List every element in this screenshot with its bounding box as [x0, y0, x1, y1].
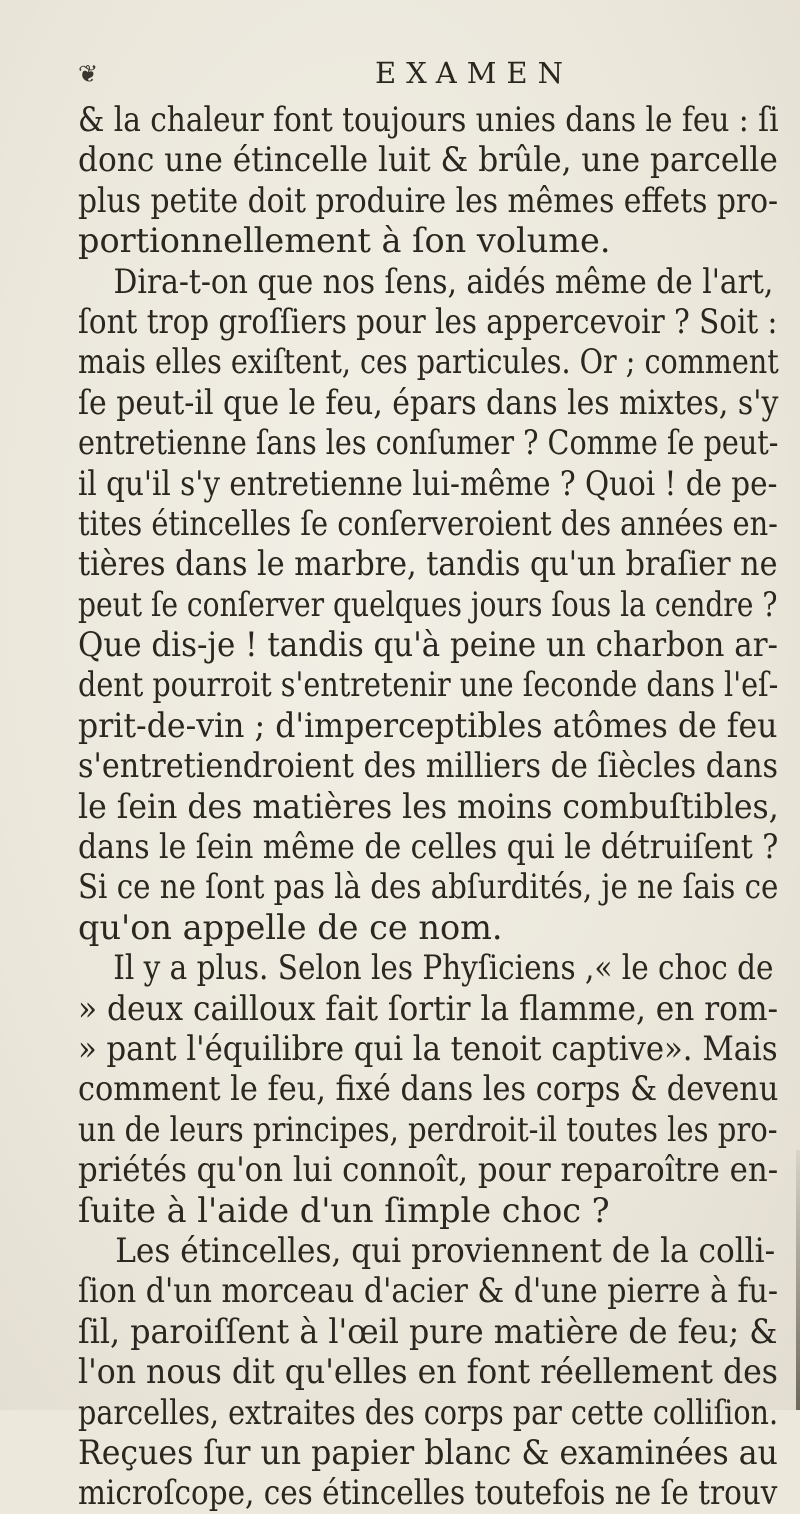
- text-line: l'on nous dit qu'elles en font réellement des: [78, 1352, 778, 1392]
- text-line: il qu'il s'y entretienne lui-même ? Quoi ! de pe-: [78, 463, 778, 503]
- page-header: [0, 52, 800, 96]
- text-line: peut ſe conſerver quelques jours ſous la cendre ?: [78, 584, 778, 624]
- text-line: ſuite à l'aide d'un ſimple choc ?: [78, 1190, 610, 1230]
- running-title: EXAMEN: [375, 56, 573, 90]
- text-line: Les étincelles, qui proviennent de la colli-: [115, 1230, 776, 1270]
- text-line: Dira-t-on que nos ſens, aidés même de l'art,: [113, 261, 774, 301]
- text-line: plus petite doit produire les mêmes effets pro-: [78, 180, 779, 220]
- body-text: [78, 100, 778, 1514]
- text-line: microſcope, ces étincelles toutefois ne ſe trouv: [78, 1473, 778, 1513]
- text-line: entretienne ſans les conſumer ? Comme ſe peut-: [78, 423, 779, 463]
- text-line: ſont trop groſſiers pour les appercevoir ? Soit :: [78, 301, 778, 341]
- text-line: priétés qu'on lui connoît, pour reparoître en-: [78, 1150, 779, 1190]
- text-line: portionnellement à ſon volume.: [78, 221, 611, 261]
- text-line: Il y a plus. Selon les Phyſiciens ,« le choc de: [113, 948, 774, 988]
- text-line: ſil, paroiſſent à l'œil pure matière de feu; &: [78, 1311, 778, 1351]
- text-line: qu'on appelle de ce nom.: [78, 907, 503, 947]
- printer-ornament: ❦: [78, 60, 99, 88]
- page-edge-shadow: [796, 1150, 800, 1410]
- text-line: un de leurs principes, perdroit-il toutes les pro-: [78, 1109, 778, 1149]
- text-line: Que dis-je ! tandis qu'à peine un charbon ar-: [78, 625, 778, 665]
- text-line: donc une étincelle luit & brûle, une parcelle: [78, 140, 778, 180]
- text-line: comment le feu, fixé dans les corps & devenu: [78, 1069, 779, 1109]
- text-line: dans le ſein même de celles qui le détruiſent ?: [78, 827, 779, 867]
- text-line: s'entretiendroient des milliers de ſiècles dans: [78, 746, 779, 786]
- text-line: prit-de-vin ; d'imperceptibles atômes de feu: [78, 705, 778, 745]
- text-line: Reçues ſur un papier blanc & examinées au: [78, 1432, 778, 1472]
- text-line: parcelles, extraites des corps par cette colliſion.: [78, 1392, 779, 1432]
- text-line: » pant l'équilibre qui la tenoit captive». Mais: [78, 1028, 778, 1068]
- text-line: tites étincelles ſe conſerveroient des années en-: [78, 503, 778, 543]
- text-line: tières dans le marbre, tandis qu'un braſier ne: [78, 544, 778, 584]
- text-line: mais elles exiſtent, ces particules. Or ; comment: [78, 342, 779, 382]
- text-line: ſion d'un morceau d'acier & d'une pierre à fu-: [78, 1271, 779, 1311]
- text-line: le ſein des matières les moins combuſtibles,: [78, 786, 779, 826]
- text-line: & la chaleur font toujours unies dans le feu : ſi: [78, 100, 779, 139]
- text-line: ſe peut-il que le feu, épars dans les mixtes, s'y: [78, 382, 779, 422]
- text-line: » deux cailloux fait ſortir la flamme, en rom-: [78, 988, 779, 1028]
- text-line: dent pourroit s'entretenir une ſeconde dans l'eſ-: [78, 665, 779, 705]
- text-line: Si ce ne ſont pas là des abſurdités, je ne ſais ce: [78, 867, 779, 907]
